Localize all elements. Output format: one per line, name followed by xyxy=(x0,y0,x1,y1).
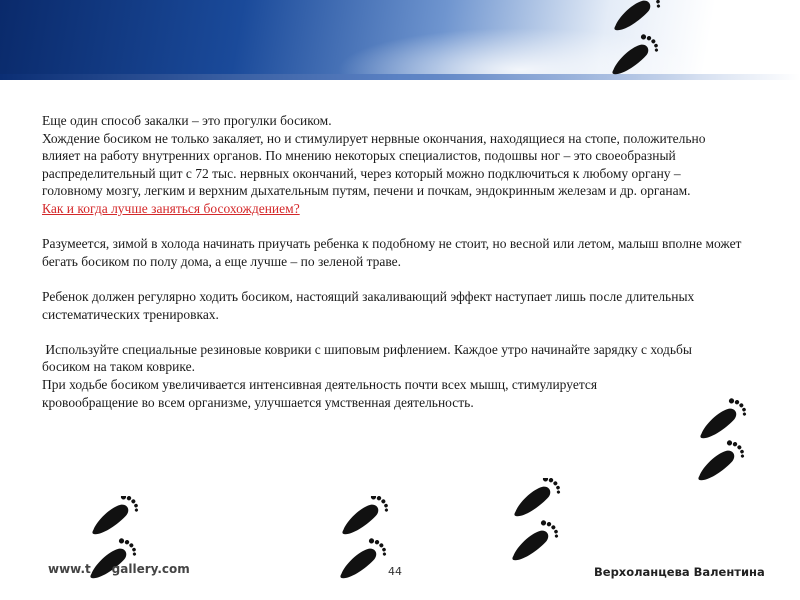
footprints-icon xyxy=(600,0,680,80)
footprints-icon xyxy=(504,478,584,568)
header-banner xyxy=(0,0,800,80)
barefoot-walking-link[interactable]: Как и когда лучше заняться босохождением? xyxy=(42,200,300,216)
paragraph-intro: Еще один способ закалки – это прогулки босиком. xyxy=(42,113,332,128)
paragraph-muscles: При ходьбе босиком увеличивается интенсивная деятельность почти всех мышц, стимулируется кровообращение во всем организме, улучшается умственная деятельность. xyxy=(42,376,598,410)
author-name: Верхоланцева Валентина xyxy=(594,565,765,579)
paragraph-benefits: Хождение босиком не только закаляет, но и стимулирует нервные окончания, находящиеся на стопе, положительно влияет на работу внутренних органов. По мнению некоторых специалистов, подошвы ног – это своеобразный распределительный щит с 72 тыс. нервных окончаний, через который можно подключиться к любому органу – головному мозгу, легким и верхним дыхательным путям, печени и почкам, эндокринным железам и др. органам. xyxy=(42,130,706,199)
footprints-icon xyxy=(690,398,770,488)
paragraph-season: Разумеется, зимой в холода начинать приучать ребенка к подобному не стоит, но весной или летом, малыш вполне может бегать босиком по полу дома, а еще лучше – по зеленой траве. xyxy=(42,236,742,269)
paragraph-regularity: Ребенок должен регулярно ходить босиком, настоящий закаливающий эффект наступает лишь после длительных систематических тренировках. xyxy=(42,288,695,322)
paragraph-mats: Используйте специальные резиновые коврики с шиповым рифлением. Каждое утро начинайте зарядку с ходьбы босиком на таком коврике. xyxy=(42,341,696,375)
page-number: 44 xyxy=(388,565,402,578)
article-body xyxy=(42,112,742,411)
footer-website: www.t gallery.com xyxy=(48,562,190,576)
